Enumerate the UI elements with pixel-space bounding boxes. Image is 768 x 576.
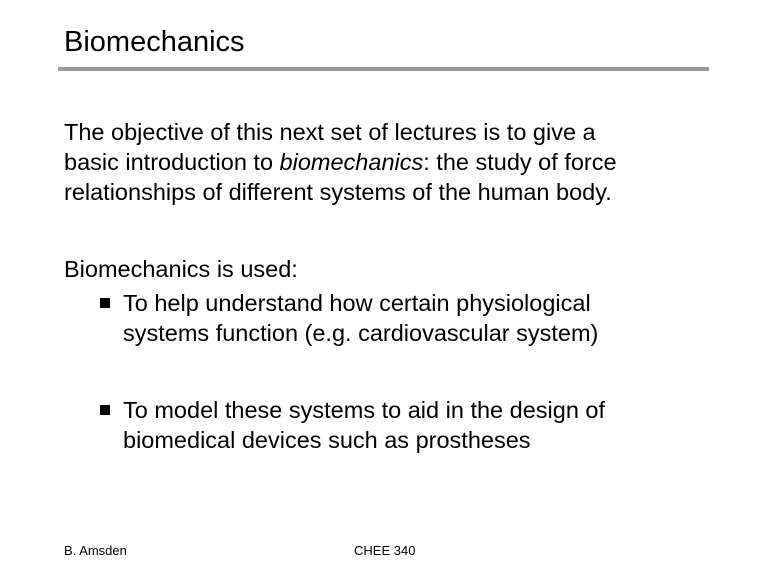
intro-line-2-end: : the study of force — [423, 149, 617, 175]
bullet-item — [100, 395, 700, 455]
uses-heading: Biomechanics is used: — [64, 256, 298, 282]
bullet-text — [123, 395, 700, 455]
bullet-item — [100, 288, 700, 348]
biomechanics-term: biomechanics — [279, 149, 424, 175]
intro-line-2 — [64, 147, 724, 177]
square-bullet-icon — [100, 405, 110, 415]
intro-paragraph — [64, 117, 724, 207]
footer-author: B. Amsden — [64, 543, 127, 558]
title-divider — [58, 67, 709, 71]
bullet-line: systems function (e.g. cardiovascular system) — [123, 320, 599, 346]
bullet-line: To help understand how certain physiological — [123, 290, 591, 316]
footer-course: CHEE 340 — [354, 543, 416, 558]
bullet-line: biomedical devices such as prostheses — [123, 427, 531, 453]
square-bullet-icon — [100, 298, 110, 308]
bullet-line: To model these systems to aid in the design of — [123, 397, 606, 423]
intro-line-2-start: basic introduction to — [64, 149, 280, 175]
slide-title: Biomechanics — [64, 26, 245, 58]
intro-line-3: relationships of different systems of the human body. — [64, 179, 612, 205]
bullet-text — [123, 288, 700, 348]
intro-line-1: The objective of this next set of lectures is to give a — [64, 119, 596, 145]
